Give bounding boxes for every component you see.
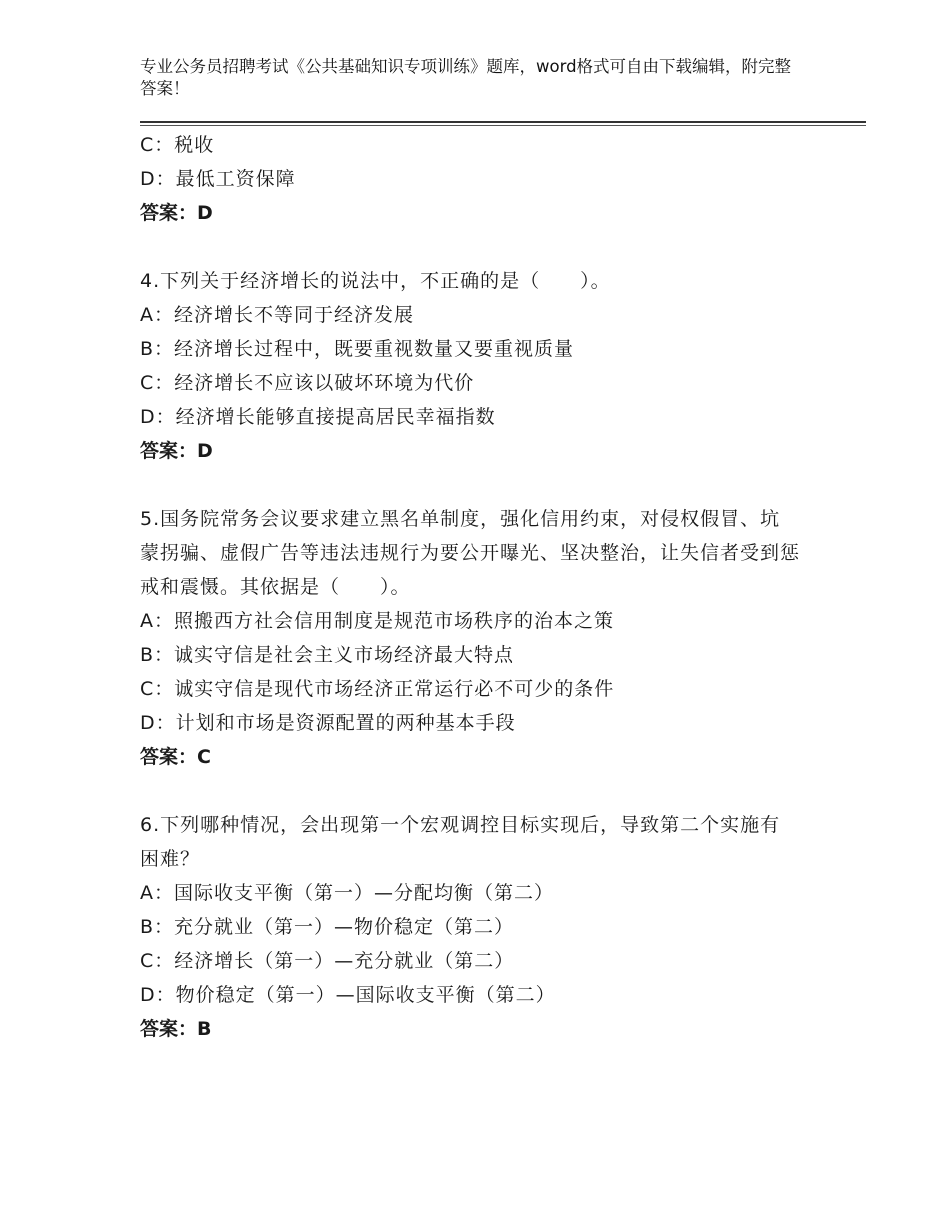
answer-line: 答案：C <box>140 746 211 768</box>
header-rule-thin <box>140 125 866 126</box>
option-c: C：经济增长不应该以破坏环境为代价 <box>140 372 475 394</box>
option-a: A：经济增长不等同于经济发展 <box>140 304 414 326</box>
option-b: B：诚实守信是社会主义市场经济最大特点 <box>140 644 515 666</box>
question-stem-4: 4.下列关于经济增长的说法中，不正确的是（ ）。 <box>140 270 611 292</box>
option-c: C：税收 <box>140 134 215 156</box>
answer-line: 答案：B <box>140 1018 212 1040</box>
option-d: D：经济增长能够直接提高居民幸福指数 <box>140 406 496 428</box>
option-c: C：诚实守信是现代市场经济正常运行必不可少的条件 <box>140 678 615 700</box>
question-list <box>140 128 820 1046</box>
option-d: D：物价稳定（第一）—国际收支平衡（第二） <box>140 984 556 1006</box>
header-rule-thick <box>140 121 866 123</box>
answer-line: 答案：D <box>140 440 213 462</box>
spacer <box>140 468 820 502</box>
option-d: D：最低工资保障 <box>140 168 296 190</box>
spacer <box>140 230 820 264</box>
option-a: A：照搬西方社会信用制度是规范市场秩序的治本之策 <box>140 610 614 632</box>
page-header: 专业公务员招聘考试《公共基础知识专项训练》题库，word格式可自由下载编辑，附完整答案！ <box>140 57 792 98</box>
option-a: A：国际收支平衡（第一）—分配均衡（第二） <box>140 882 554 904</box>
option-c: C：经济增长（第一）—充分就业（第二） <box>140 950 515 972</box>
question-stem-6: 6.下列哪种情况，会出现第一个宏观调控目标实现后，导致第二个实施有困难？ <box>140 814 781 870</box>
option-b: B：充分就业（第一）—物价稳定（第二） <box>140 916 515 938</box>
answer-line: 答案：D <box>140 202 213 224</box>
option-b: B：经济增长过程中，既要重视数量又要重视质量 <box>140 338 575 360</box>
option-d: D：计划和市场是资源配置的两种基本手段 <box>140 712 516 734</box>
question-stem-5: 5.国务院常务会议要求建立黑名单制度，强化信用约束，对侵权假冒、坑蒙拐骗、虚假广告等违法违规行为要公开曝光、坚决整治，让失信者受到惩戒和震慑。其依据是（ ）。 <box>140 508 801 598</box>
spacer <box>140 774 820 808</box>
